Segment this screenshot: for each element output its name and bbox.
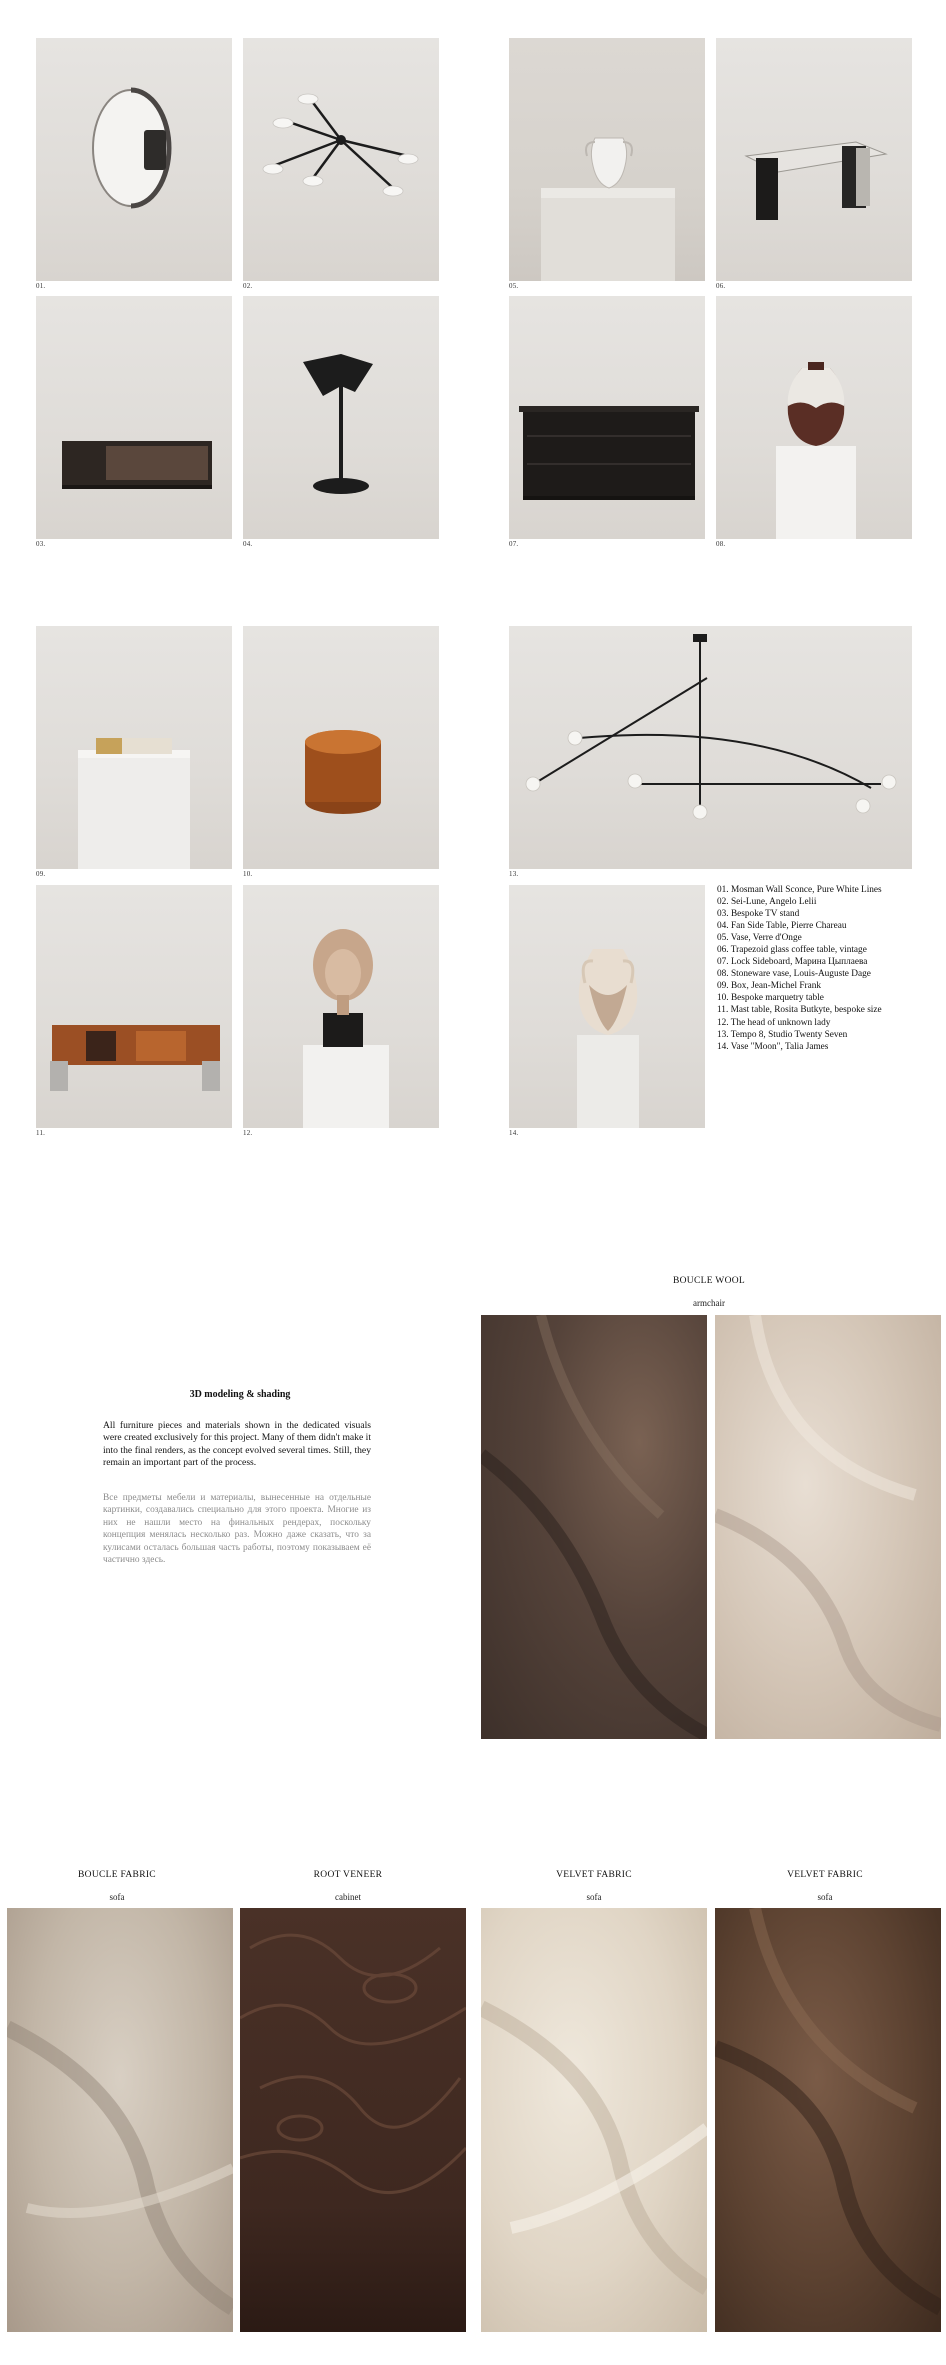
caption-03: 03.	[36, 540, 46, 548]
list-item: 03. Bespoke TV stand	[717, 909, 800, 920]
product-image-10-marquetry-table	[243, 626, 439, 869]
list-item: 14. Vase "Moon", Talia James	[717, 1041, 829, 1052]
caption-11: 11.	[36, 1129, 46, 1137]
modeling-text-en: All furniture pieces and materials shown in the dedicated visuals were created exclusively for this project. Many of them didn't make it into the final renders, as the concept evolved several times. Still, they remain an important part of the process.	[103, 1420, 371, 1469]
caption-07: 07.	[509, 540, 519, 548]
caption-04: 04.	[243, 540, 253, 548]
material-subtitle-velvet-fabric-light: sofa	[586, 1892, 602, 1902]
caption-01: 01.	[36, 282, 46, 290]
product-image-12-head-sculpture	[243, 885, 439, 1128]
material-swatch-boucle-fabric	[7, 1908, 233, 2332]
list-item: 08. Stoneware vase, Louis-Auguste Dage	[717, 969, 871, 980]
product-image-14-moon-vase	[509, 885, 705, 1128]
material-subtitle-velvet-fabric-dark: sofa	[817, 1892, 833, 1902]
list-item: 07. Lock Sideboard, Марина Цыплаева	[717, 957, 868, 968]
modeling-title: 3D modeling & shading	[189, 1389, 291, 1400]
list-item: 13. Tempo 8, Studio Twenty Seven	[717, 1029, 848, 1040]
product-image-02-ceiling-lamp	[243, 38, 439, 281]
caption-06: 06.	[716, 282, 726, 290]
item-list	[717, 884, 882, 1053]
list-item: 12. The head of unknown lady	[717, 1017, 831, 1028]
product-image-01-sconce	[36, 38, 232, 281]
material-swatch-boucle-wool-light	[715, 1315, 941, 1739]
list-item: 02. Sei-Lune, Angelo Lelii	[717, 897, 817, 908]
caption-09: 09.	[36, 870, 46, 878]
caption-13: 13.	[509, 870, 519, 878]
material-title-boucle-wool: BOUCLE WOOL	[673, 1276, 745, 1286]
list-item: 05. Vase, Verre d'Onge	[717, 933, 802, 944]
material-subtitle-boucle-fabric: sofa	[109, 1892, 125, 1902]
product-image-06-coffee-table	[716, 38, 912, 281]
list-item: 06. Trapezoid glass coffee table, vintage	[717, 945, 867, 956]
material-title-boucle-fabric: BOUCLE FABRIC	[78, 1870, 156, 1880]
product-image-05-vase	[509, 38, 705, 281]
product-image-07-sideboard	[509, 296, 705, 539]
list-item: 01. Mosman Wall Sconce, Pure White Lines	[717, 885, 882, 895]
product-image-04-side-table	[243, 296, 439, 539]
material-swatch-root-veneer	[240, 1908, 466, 2332]
list-item: 04. Fan Side Table, Pierre Chareau	[717, 921, 847, 932]
material-subtitle-root-veneer: cabinet	[335, 1892, 361, 1902]
product-image-09-box	[36, 626, 232, 869]
caption-08: 08.	[716, 540, 726, 548]
product-image-03-tv-stand	[36, 296, 232, 539]
caption-02: 02.	[243, 282, 253, 290]
caption-05: 05.	[509, 282, 519, 290]
product-image-13-tempo-lamp	[509, 626, 912, 869]
product-image-11-mast-table	[36, 885, 232, 1128]
caption-14: 14.	[509, 1129, 519, 1137]
material-title-velvet-fabric-light: VELVET FABRIC	[556, 1870, 632, 1880]
list-item: 10. Bespoke marquetry table	[717, 993, 824, 1004]
caption-10: 10.	[243, 870, 253, 878]
list-item: 11. Mast table, Rosita Butkyte, bespoke size	[717, 1005, 882, 1016]
material-title-root-veneer: ROOT VENEER	[313, 1870, 383, 1880]
material-swatch-velvet-fabric-dark	[715, 1908, 941, 2332]
caption-12: 12.	[243, 1129, 253, 1137]
material-subtitle-boucle-wool: armchair	[693, 1298, 725, 1308]
material-swatch-boucle-wool-dark	[481, 1315, 707, 1739]
material-swatch-velvet-fabric-light	[481, 1908, 707, 2332]
modeling-text-ru: Все предметы мебели и материалы, вынесенные на отдельные картинки, создавались специально для этого проекта. Многие из них не нашли место на финальных рендерах, поскольку концепция менялась несколько раз. Можно даже сказать, что за кулисами осталась большая часть работы, поэтому показываем её частично здесь.	[103, 1493, 371, 1566]
list-item: 09. Box, Jean-Michel Frank	[717, 981, 822, 992]
material-title-velvet-fabric-dark: VELVET FABRIC	[787, 1870, 863, 1880]
product-image-08-stoneware-vase	[716, 296, 912, 539]
